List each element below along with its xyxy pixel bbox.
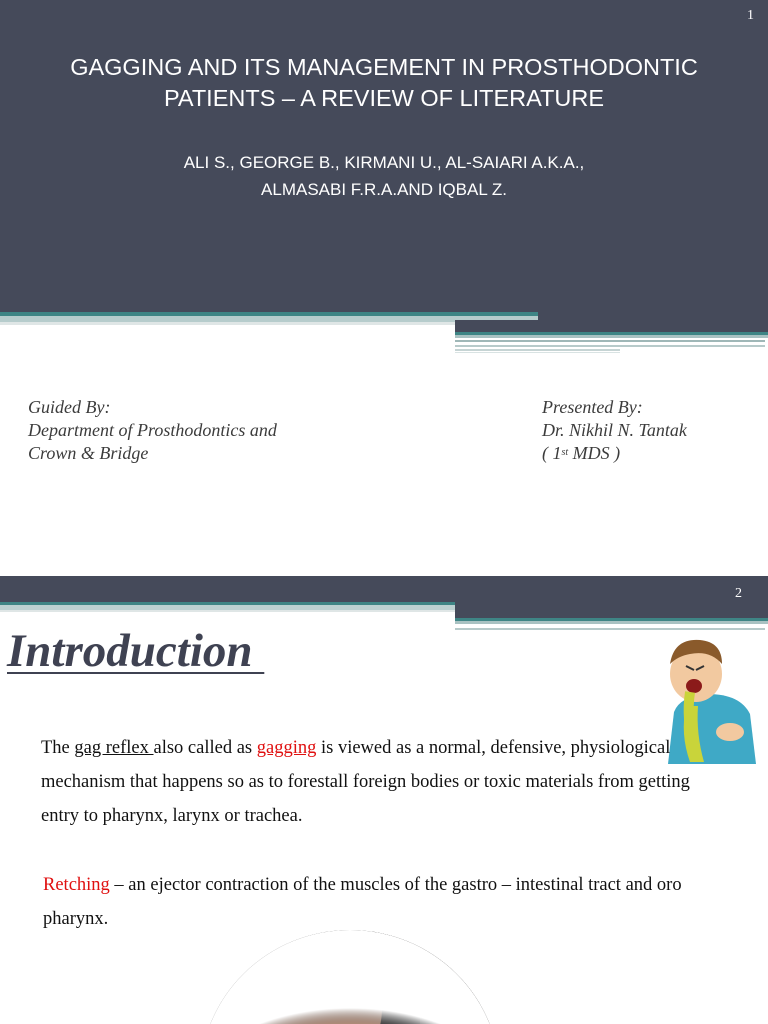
gagging-term: gagging	[256, 738, 317, 758]
authors-line-1: ALI S., GEORGE B., KIRMANI U., AL-SAIARI A.K.A.,	[183, 153, 585, 172]
slide-heading: Introduction	[7, 625, 265, 677]
slide-number: 1	[747, 8, 754, 23]
authors-line-2: ALMASABI F.R.A.AND IQBAL Z.	[261, 180, 507, 199]
banner-decoration	[0, 312, 768, 362]
gag-reflex-term: gag reflex	[74, 738, 154, 758]
presenter-name: Dr. Nikhil N. Tantak	[542, 420, 687, 440]
slide-2	[0, 576, 768, 1024]
presenter-year: ( 1st MDS )	[542, 443, 621, 463]
guided-by-heading: Guided By:	[28, 397, 111, 417]
guided-by-line-2: Crown & Bridge	[28, 443, 149, 463]
presentation-title: GAGGING AND ITS MANAGEMENT IN PROSTHODONTIC PATIENTS – A REVIEW OF LITERATURE	[70, 54, 698, 111]
reaction-photo-image	[190, 928, 510, 1024]
intro-paragraph: The gag reflex also called as gagging is viewed as a normal, defensive, physiological mechanism that happens so as to forestall foreign bodies or toxic materials from getting entry to pharynx, larynx or trachea.	[41, 738, 690, 826]
presented-by-block	[542, 396, 687, 465]
presented-by-heading: Presented By:	[542, 397, 643, 417]
authors	[20, 149, 748, 203]
retching-term: Retching	[43, 875, 110, 895]
header-banner	[0, 576, 768, 602]
retching-definition: Retching – an ejector contraction of the muscles of the gastro – intestinal tract and oro pharynx.	[43, 875, 682, 929]
guided-by-line-1: Department of Prosthodontics and	[28, 420, 277, 440]
guided-by-block	[28, 396, 277, 465]
slide-number: 2	[735, 586, 742, 601]
